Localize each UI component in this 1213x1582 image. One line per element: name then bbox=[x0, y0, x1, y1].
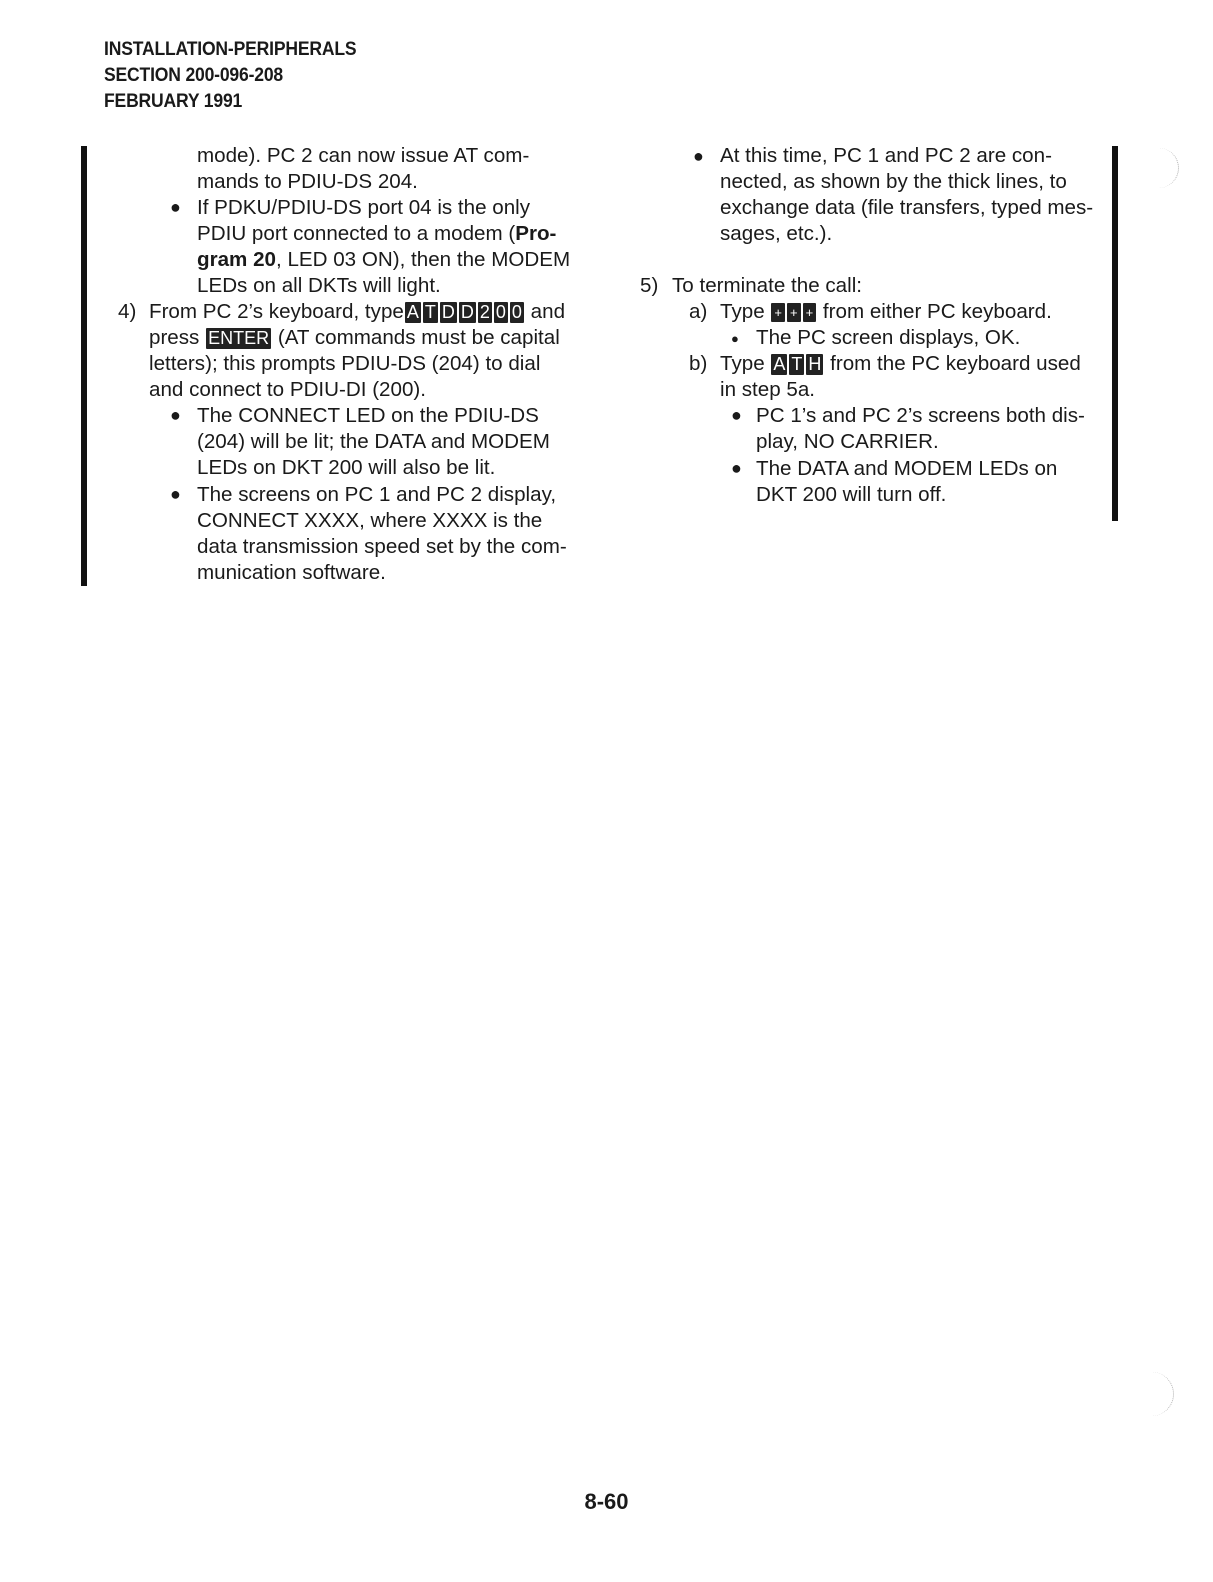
bullet-icon: ● bbox=[170, 484, 181, 504]
header-date: FEBRUARY 1991 bbox=[104, 90, 243, 112]
text-line: The CONNECT LED on the PDIU-DS bbox=[197, 404, 539, 427]
header-section: SECTION 200-096-208 bbox=[104, 64, 284, 86]
keycap-sequence bbox=[404, 300, 525, 323]
text-line: From PC 2’s keyboard, type A T D D 2 0 0 and bbox=[149, 300, 566, 323]
text-line: press ENTER (AT commands must be capital bbox=[149, 326, 560, 349]
keycap: 0 bbox=[511, 302, 522, 322]
left-change-bar bbox=[81, 146, 87, 586]
text-line: The PC screen displays, OK. bbox=[756, 326, 1021, 349]
text-line: letters); this prompts PDIU-DS (204) to dial bbox=[149, 352, 541, 375]
keycap: T bbox=[424, 302, 436, 322]
bullet-icon: ● bbox=[170, 197, 181, 217]
page-number: 8-60 bbox=[584, 1489, 629, 1514]
keycap: T bbox=[791, 354, 803, 374]
step-number: 4) bbox=[118, 300, 137, 323]
text-line: CONNECT XXXX, where XXXX is the bbox=[197, 509, 543, 532]
keycap: H bbox=[808, 354, 822, 374]
header-title: INSTALLATION-PERIPHERALS bbox=[104, 38, 357, 60]
text-line: and connect to PDIU-DI (200). bbox=[149, 378, 426, 401]
keycap: A bbox=[406, 302, 419, 322]
text-line: play, NO CARRIER. bbox=[756, 430, 939, 453]
text-line: LEDs on DKT 200 will also be lit. bbox=[197, 456, 496, 479]
keycap: 0 bbox=[495, 302, 506, 322]
text-line: data transmission speed set by the com- bbox=[197, 535, 567, 558]
enter-keycap: ENTER bbox=[208, 328, 270, 348]
text-line: (204) will be lit; the DATA and MODEM bbox=[197, 430, 550, 453]
text-line: mands to PDIU-DS 204. bbox=[197, 170, 418, 193]
document-header bbox=[104, 36, 384, 114]
text-line: exchange data (file transfers, typed mes- bbox=[720, 196, 1094, 219]
keycap: A bbox=[773, 354, 786, 374]
text-line: LEDs on all DKTs will light. bbox=[197, 274, 441, 297]
right-change-bar bbox=[1112, 146, 1118, 521]
keycap-sequence bbox=[770, 352, 824, 375]
text-line: At this time, PC 1 and PC 2 are con- bbox=[720, 144, 1052, 167]
text-line: mode). PC 2 can now issue AT com- bbox=[197, 144, 530, 167]
keycap: + bbox=[787, 303, 801, 322]
keycap: D bbox=[441, 302, 455, 322]
bullet-icon: ● bbox=[170, 405, 181, 425]
text-line: in step 5a. bbox=[720, 378, 816, 401]
text-line: If PDKU/PDIU-DS port 04 is the only bbox=[197, 196, 531, 219]
text-line: PC 1’s and PC 2’s screens both dis- bbox=[756, 404, 1085, 427]
punch-hole-mark-bottom bbox=[1143, 1372, 1174, 1416]
punch-hole-mark-top bbox=[1150, 148, 1179, 188]
keycap: + bbox=[803, 303, 817, 322]
step-number: 5) bbox=[640, 274, 659, 297]
keycap: + bbox=[771, 303, 785, 322]
keycap-sequence bbox=[770, 300, 817, 323]
text-line: Type A T H from the PC keyboard used bbox=[720, 352, 1081, 375]
text-line: To terminate the call: bbox=[672, 274, 863, 297]
text-line: sages, etc.). bbox=[720, 222, 833, 245]
bullet-icon: ● bbox=[731, 458, 742, 478]
substep-label: a) bbox=[689, 300, 708, 323]
keycap: D bbox=[460, 302, 474, 322]
text-line: PDIU port connected to a modem (Pro- bbox=[197, 222, 557, 245]
text-line: gram 20, LED 03 ON), then the MODEM bbox=[197, 248, 571, 271]
bullet-icon: ● bbox=[693, 146, 704, 166]
bullet-icon: ● bbox=[731, 331, 739, 346]
text-line: nected, as shown by the thick lines, to bbox=[720, 170, 1067, 193]
text-line: The DATA and MODEM LEDs on bbox=[756, 457, 1058, 480]
bullet-icon: ● bbox=[731, 405, 742, 425]
text-line: DKT 200 will turn off. bbox=[756, 483, 947, 506]
text-line: Type + + + from either PC keyboard. bbox=[720, 300, 1052, 323]
text-line: The screens on PC 1 and PC 2 display, bbox=[197, 483, 557, 506]
substep-label: b) bbox=[689, 352, 708, 375]
text-line: munication software. bbox=[197, 561, 386, 584]
keycap: 2 bbox=[479, 302, 490, 322]
